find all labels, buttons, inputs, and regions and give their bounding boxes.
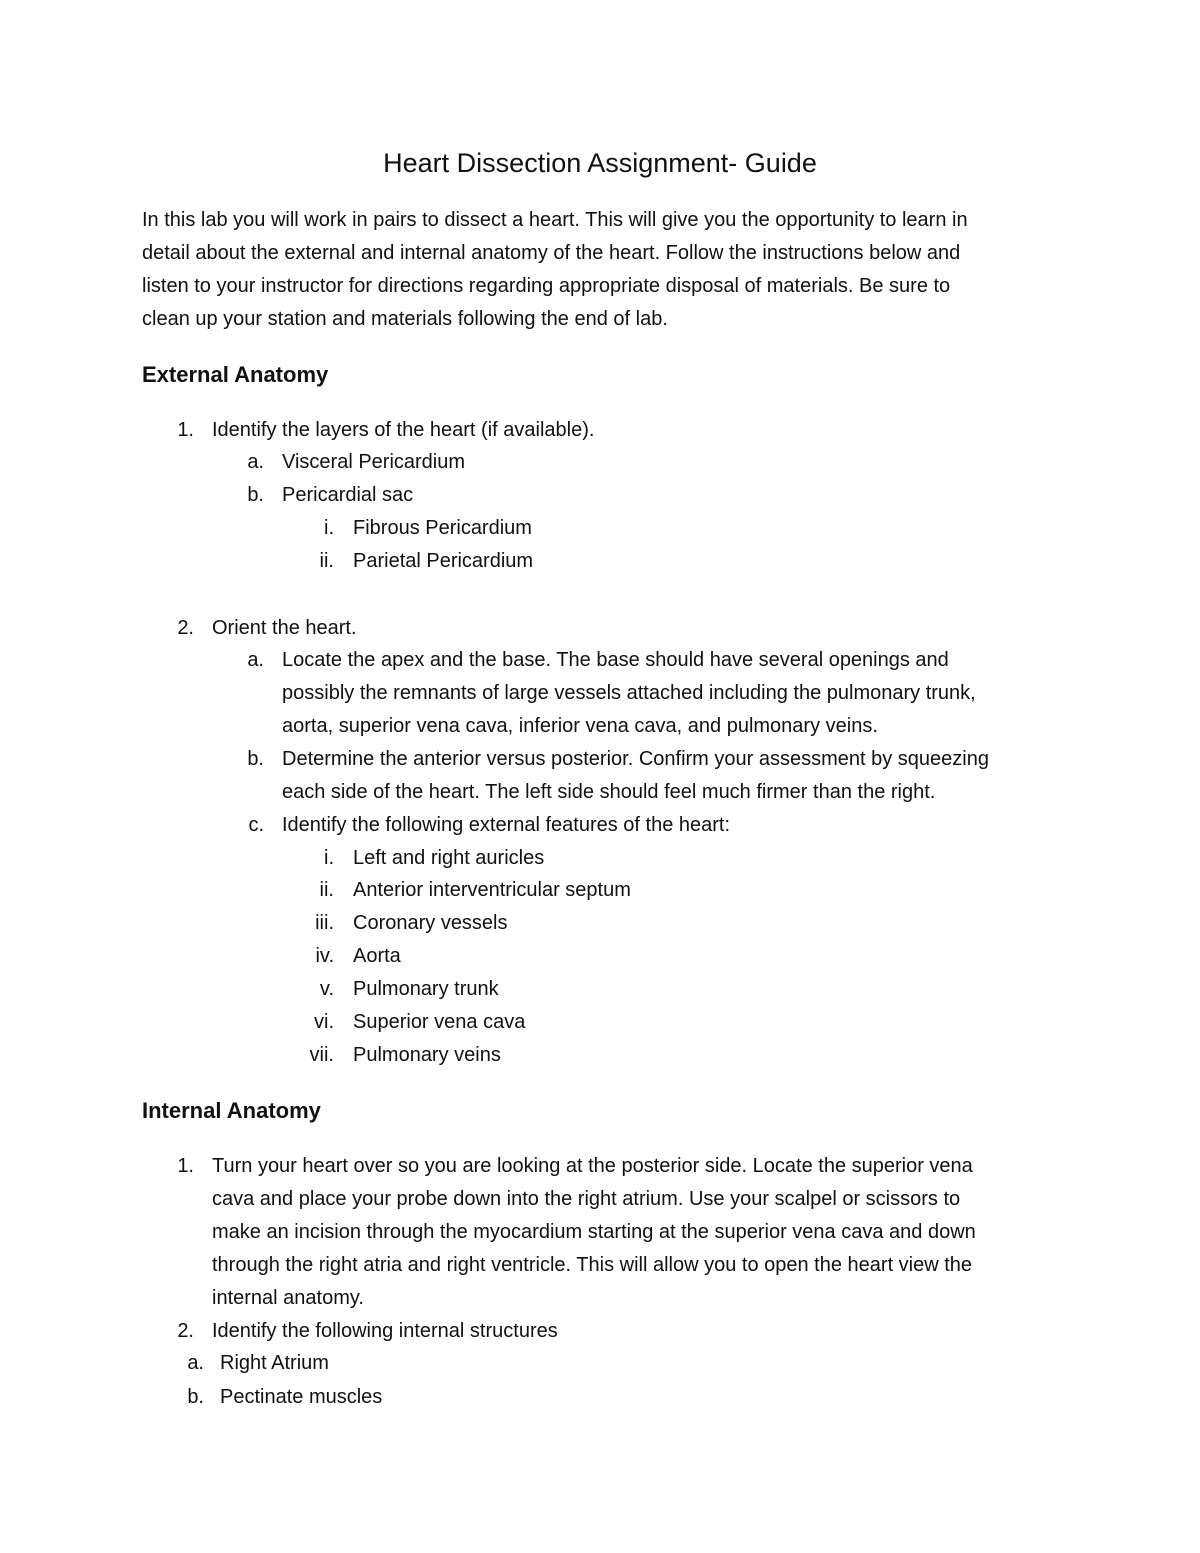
list-item: Visceral Pericardium (282, 451, 466, 473)
list-marker: iii. (315, 912, 334, 934)
list-marker: v. (319, 978, 334, 1000)
list-item: Identify the following internal structures (212, 1320, 558, 1342)
list-item: Coronary vessels (353, 912, 508, 934)
list-marker: a. (247, 451, 264, 473)
list-item: Pectinate muscles (220, 1386, 383, 1408)
list-item-line: Turn your heart over so you are looking at the posterior side. Locate the superior vena (212, 1155, 973, 1177)
list-marker: iv. (315, 945, 334, 967)
list-marker: vi. (314, 1011, 334, 1033)
list-item-line: internal anatomy. (212, 1287, 364, 1309)
list-item-line: Determine the anterior versus posterior. Confirm your assessment by squeezing (282, 748, 989, 770)
list-item: Identify the following external features of the heart: (282, 814, 731, 836)
intro-line: clean up your station and materials following the end of lab. (142, 308, 668, 330)
list-marker: i. (324, 847, 334, 869)
list-marker: c. (248, 814, 264, 836)
list-marker: b. (247, 748, 264, 770)
list-item: Fibrous Pericardium (353, 517, 532, 539)
list-item: Pulmonary trunk (353, 978, 499, 1000)
intro-line: listen to your instructor for directions regarding appropriate disposal of materials. Be sure to (142, 275, 951, 297)
list-item-line: each side of the heart. The left side should feel much firmer than the right. (282, 781, 936, 803)
list-marker: vii. (309, 1044, 334, 1066)
list-item: Pericardial sac (282, 484, 414, 506)
list-item: Anterior interventricular septum (353, 879, 631, 901)
internal-anatomy-heading: Internal Anatomy (142, 1098, 321, 1123)
list-item: Left and right auricles (353, 847, 545, 869)
list-item: Pulmonary veins (353, 1044, 501, 1066)
external-anatomy-heading: External Anatomy (142, 362, 329, 387)
list-marker: b. (187, 1386, 204, 1408)
intro-line: In this lab you will work in pairs to dissect a heart. This will give you the opportunity to learn in (142, 209, 968, 231)
list-item: Superior vena cava (353, 1011, 526, 1033)
list-marker: 2. (177, 1320, 194, 1342)
list-marker: ii. (319, 879, 334, 901)
list-item-line: through the right atria and right ventricle. This will allow you to open the heart view the (212, 1254, 973, 1276)
list-marker: 2. (177, 617, 194, 639)
list-item: Aorta (353, 945, 401, 967)
list-marker: a. (187, 1352, 204, 1374)
list-item: Parietal Pericardium (353, 550, 534, 572)
list-item: Right Atrium (220, 1352, 329, 1374)
list-item-line: cava and place your probe down into the right atrium. Use your scalpel or scissors to (212, 1188, 961, 1210)
list-marker: a. (247, 649, 264, 671)
list-marker: ii. (319, 550, 334, 572)
intro-paragraph (142, 204, 1067, 336)
document-title: Heart Dissection Assignment- Guide (383, 148, 817, 178)
list-item: Orient the heart. (212, 617, 357, 639)
list-item-line: possibly the remnants of large vessels attached including the pulmonary trunk, (282, 682, 976, 704)
list-marker: 1. (177, 419, 194, 441)
list-item-line: make an incision through the myocardium starting at the superior vena cava and down (212, 1221, 976, 1243)
list-marker: b. (247, 484, 264, 506)
list-item-line: aorta, superior vena cava, inferior vena cava, and pulmonary veins. (282, 715, 878, 737)
list-marker: i. (324, 517, 334, 539)
list-item-line: Locate the apex and the base. The base should have several openings and (282, 649, 949, 671)
list-item: Identify the layers of the heart (if available). (212, 419, 595, 441)
list-marker: 1. (177, 1155, 194, 1177)
intro-line: detail about the external and internal anatomy of the heart. Follow the instructions below and (142, 242, 961, 264)
